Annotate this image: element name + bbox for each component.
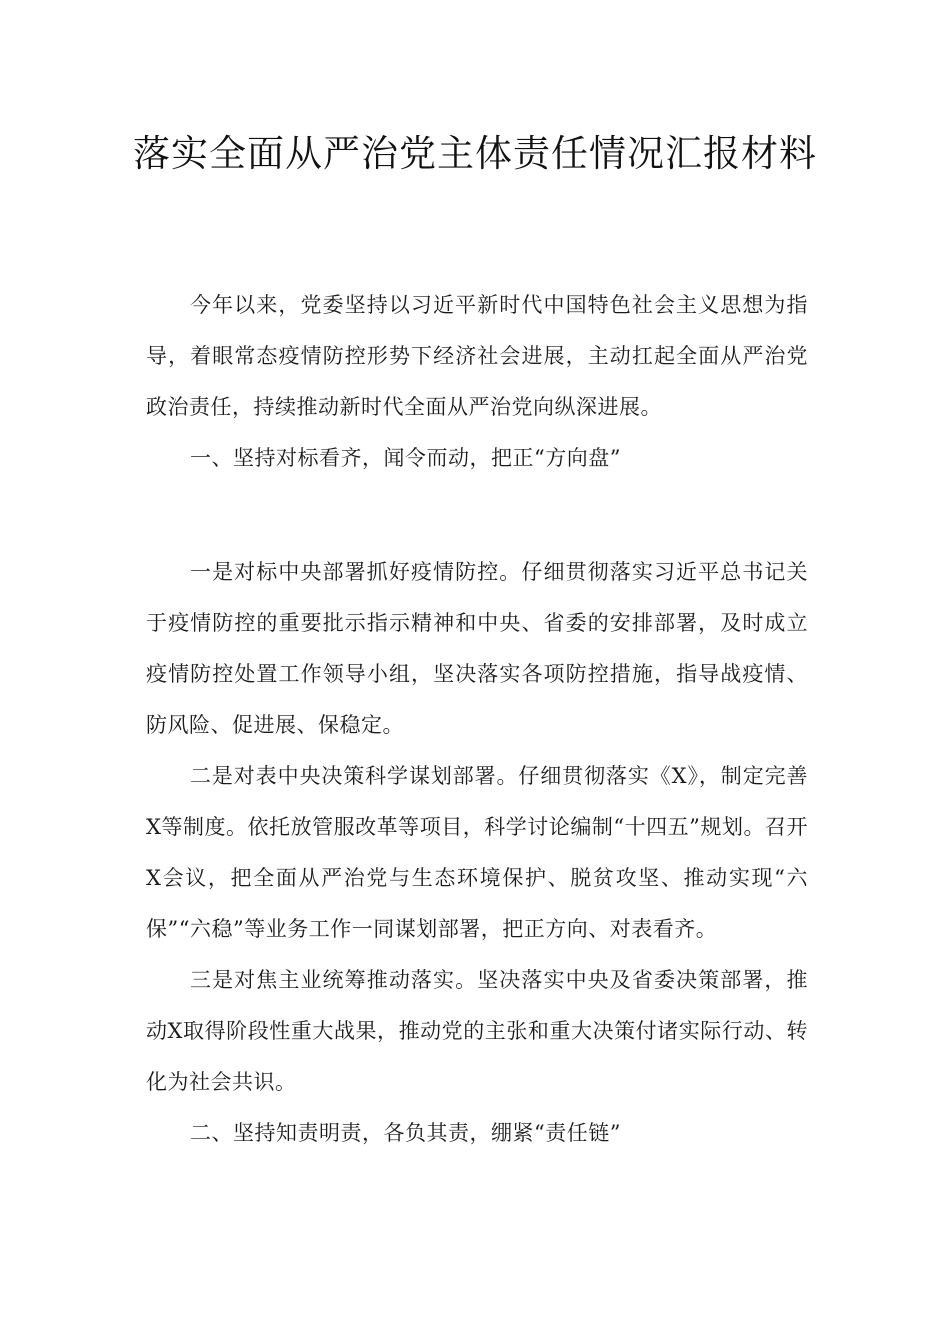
paragraph-item-3: 三是对焦主业统筹推动落实。坚决落实中央及省委决策部署，推动X取得阶段性重大战果，推动党的主张和重大决策付诸实际行动、转化为社会共识。 [146, 968, 808, 1094]
document-body [146, 280, 808, 1159]
paragraph-item-1: 一是对标中央部署抓好疫情防控。仔细贯彻落实习近平总书记关于疫情防控的重要批示指示精神和中央、省委的安排部署，及时成立疫情防控处置工作领导小组，坚决落实各项防控措施，指导战疫情、防风险、促进展、保稳定。 [146, 560, 808, 737]
heading-section-1: 一、坚持对标看齐，闻令而动，把正“方向盘” [190, 446, 621, 470]
heading-section-2: 二、坚持知责明责，各负其责，绷紧“责任链” [190, 1121, 621, 1145]
document-title: 落实全面从严治党主体责任情况汇报材料 [133, 132, 817, 175]
paragraph-item-2: 二是对表中央决策科学谋划部署。仔细贯彻落实《X》，制定完善X等制度。依托放管服改革等项目，科学讨论编制“十四五”规划。召开X会议，把全面从严治党与生态环境保护、脱贫攻坚、推动实现“六保”“六稳”等业务工作一同谋划部署，把正方向、对表看齐。 [146, 764, 808, 941]
paragraph-intro: 今年以来，党委坚持以习近平新时代中国特色社会主义思想为指导，着眼常态疫情防控形势下经济社会进展，主动扛起全面从严治党政治责任，持续推动新时代全面从严治党向纵深进展。 [146, 293, 808, 419]
